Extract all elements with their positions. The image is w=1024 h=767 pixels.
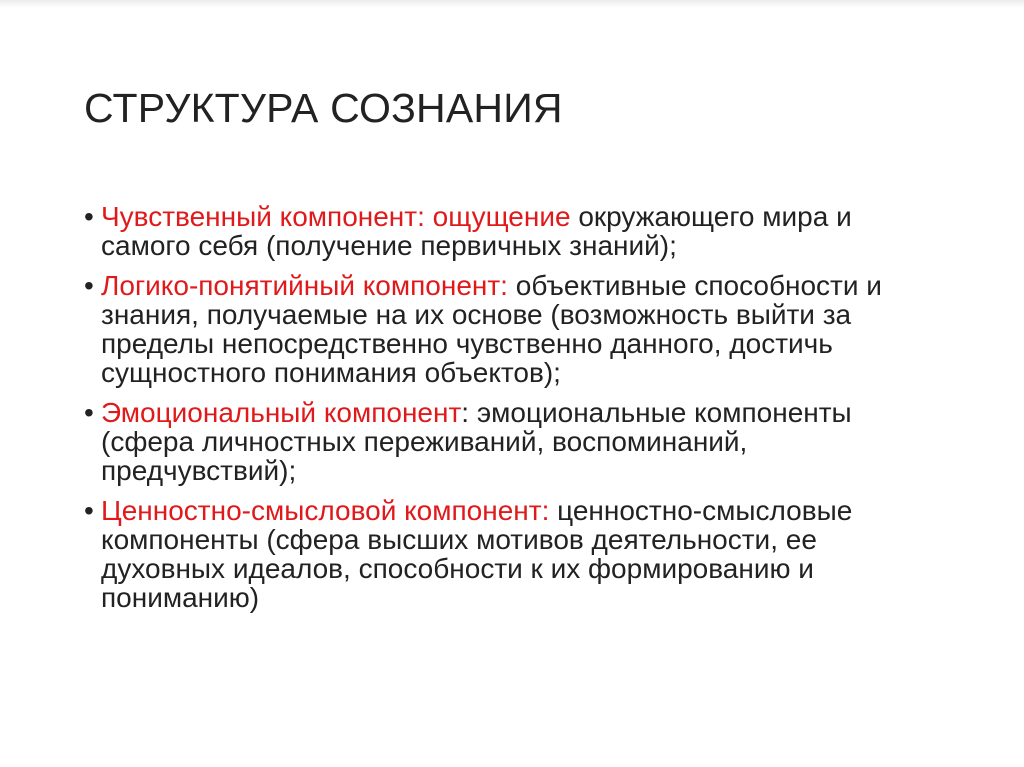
- bullet-highlight: Ценностно-смысловой компонент:: [101, 495, 550, 526]
- bullet-highlight: Эмоциональный компонент: [101, 397, 462, 428]
- bullet-dot-icon: •: [84, 495, 94, 526]
- bullet-text: объективные способности и знания, получаемые на их основе (возможность выйти за пределы непосредственно чувственно данного, достичь сущностного понимания объектов);: [101, 270, 882, 388]
- bullet-text: окружающего мира и самого себя (получение первичных знаний);: [101, 201, 852, 261]
- bullet-highlight: Логико-понятийный компонент:: [101, 270, 508, 301]
- bullet-text: : эмоциональные компоненты (сфера личностных переживаний, воспоминаний, предчувствий);: [101, 397, 852, 486]
- bullet-text: ценностно-смысловые компоненты (сфера высших мотивов деятельности, ее духовных идеалов, способности к их формированию и пониманию): [101, 495, 853, 613]
- bullet-list: [84, 202, 934, 623]
- bullet-dot-icon: •: [84, 270, 94, 301]
- bullet-item-emotional: [84, 398, 934, 485]
- bullet-dot-icon: •: [84, 201, 94, 232]
- slide-title: СТРУКТУРА СОЗНАНИЯ: [84, 85, 563, 131]
- bullet-highlight: Чувственный компонент: ощущение: [101, 201, 571, 232]
- bullet-item-value: [84, 496, 934, 612]
- bullet-item-sensory: [84, 202, 934, 260]
- bullet-item-logical: [84, 271, 934, 387]
- bullet-dot-icon: •: [84, 397, 94, 428]
